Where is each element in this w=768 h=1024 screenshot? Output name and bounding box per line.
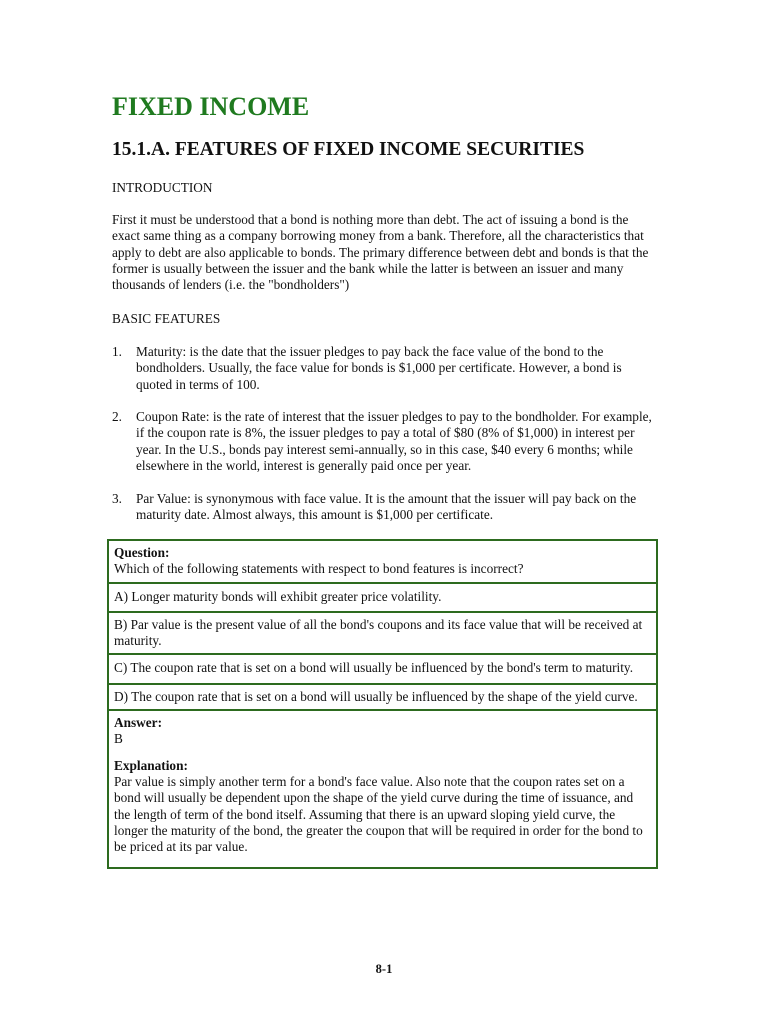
feature-number: 3. bbox=[112, 491, 122, 506]
option-a: A) Longer maturity bonds will exhibit greater price volatility. bbox=[109, 584, 656, 613]
question-text: Which of the following statements with respect to bond features is incorrect? bbox=[114, 561, 524, 577]
feature-number: 2. bbox=[112, 409, 122, 424]
answer-value: B bbox=[114, 731, 123, 747]
feature-text: Coupon Rate: is the rate of interest that the issuer pledges to pay to the bondholder. For example, if the coupon rate is 8%, the issuer pledges to pay a total of $80 (8% of $1,000) in interest per year. In the U.S., bonds pay interest semi-annually, so in this case, $40 every 6 months; while elsewhere in the world, interest is generally paid once per year. bbox=[136, 409, 652, 473]
explanation-text: Par value is simply another term for a bond's face value. Also note that the coupon rates set on a bond will usually be dependent upon the shape of the yield curve during the time of issuance, and the length of term of the bond itself. Assuming that there is an upward sloping yield curve, the longer the maturity of the bond, the greater the coupon that will be required in order for the bond to be priced at its par value. bbox=[114, 773, 643, 855]
feature-number: 1. bbox=[112, 344, 122, 359]
section-title: 15.1.A. FEATURES OF FIXED INCOME SECURITIES bbox=[112, 139, 585, 160]
answer-label: Answer: bbox=[114, 715, 163, 731]
feature-text: Par Value: is synonymous with face value. It is the amount that the issuer will pay back on the maturity date. Almost always, this amount is $1,000 per certificate. bbox=[136, 491, 637, 523]
answer-cell bbox=[109, 711, 656, 867]
option-b: B) Par value is the present value of all the bond's coupons and its face value that will be received at maturity. bbox=[109, 613, 656, 656]
question-cell bbox=[109, 541, 656, 584]
feature-text: Maturity: is the date that the issuer pledges to pay back the face value of the bond to the bondholders. Usually, the face value for bonds is $1,000 per certificate. However, a bond is quoted in terms of 100. bbox=[136, 344, 622, 392]
intro-paragraph: First it must be understood that a bond is nothing more than debt. The act of issuing a bond is the exact same thing as a company borrowing money from a bank. Therefore, all the characteristics that apply to debt are also applicable to bonds. The primary difference between debt and bonds is that the former is usually between the issuer and the bank while the latter is between an issuer and many thousands of lenders (i.e. the "bondholders") bbox=[112, 212, 649, 293]
option-c: C) The coupon rate that is set on a bond will usually be influenced by the bond's term to maturity. bbox=[109, 655, 656, 684]
option-d: D) The coupon rate that is set on a bond will usually be influenced by the shape of the yield curve. bbox=[109, 685, 656, 711]
question-box bbox=[107, 539, 658, 869]
page-number: 8-1 bbox=[375, 962, 393, 976]
question-label: Question: bbox=[114, 545, 170, 560]
explanation-label: Explanation: bbox=[114, 757, 188, 773]
features-heading: BASIC FEATURES bbox=[112, 311, 221, 326]
intro-heading: INTRODUCTION bbox=[112, 180, 213, 195]
page-title: FIXED INCOME bbox=[112, 92, 310, 121]
